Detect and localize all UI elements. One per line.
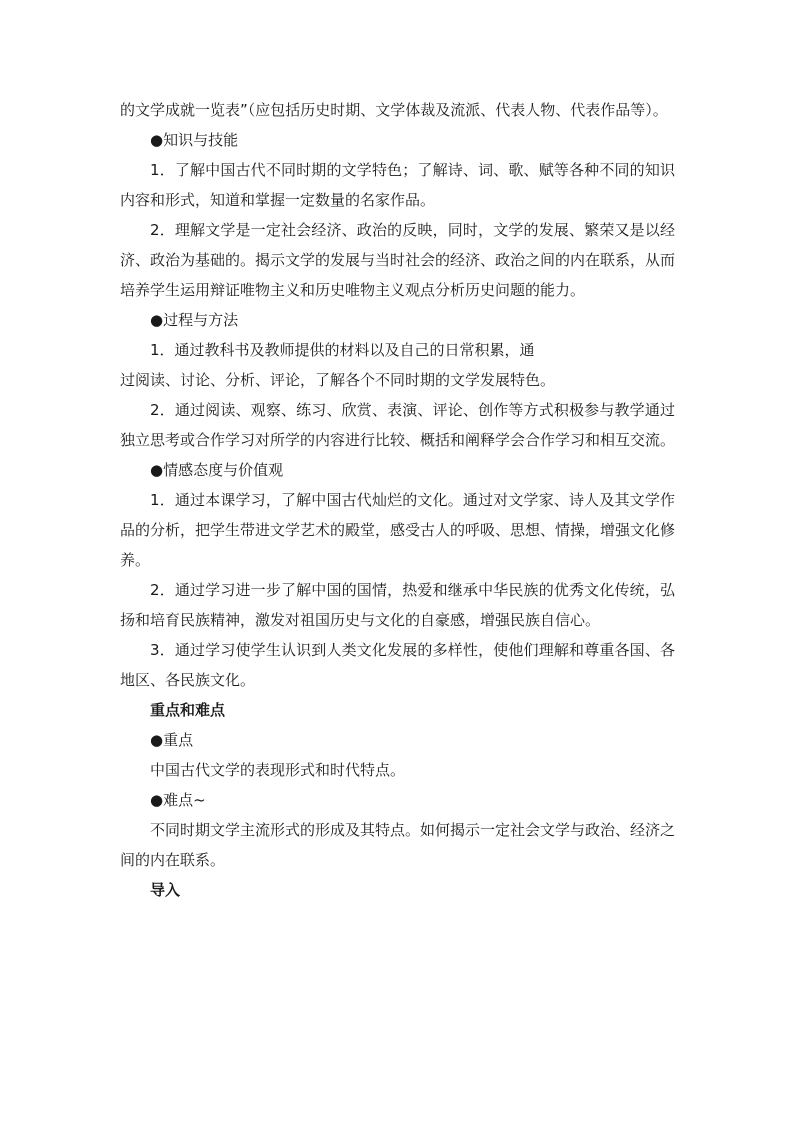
emotion-item-1: 1．通过本课学习，了解中国古代灿烂的文化。通过对文学家、诗人及其文学作品的分析，把学生带进文学艺术的殿堂，感受古人的呼吸、思想、情操，增强文化修养。 [120,491,676,569]
document-body [120,95,675,905]
section-emotion-values: ●情感态度与价值观 [150,461,284,479]
section-difficult-point: ●难点~ [150,791,206,809]
process-item-1-line-2: 过阅读、讨论、分析、评论，了解各个不同时期的文学发展特色。 [120,371,556,389]
knowledge-item-2: 2．理解文学是一定社会经济、政治的反映，同时，文学的发展、繁荣又是以经济、政治为基础的。揭示文学的发展与当时社会的经济、政治之间的内在联系，从而培养学生运用辩证唯物主义和历史唯物主义观点分析历史问题的能力。 [120,221,676,299]
emotion-item-2: 2．通过学习进一步了解中国的国情，热爱和继承中华民族的优秀文化传统，弘扬和培育民族精神，激发对祖国历史与文化的自豪感，增强民族自信心。 [120,581,675,629]
section-knowledge-skills: ●知识与技能 [150,131,239,149]
heading-introduction: 导入 [150,881,181,899]
section-process-method: ●过程与方法 [150,311,239,329]
difficult-point-text: 不同时期文学主流形式的形成及其特点。如何揭示一定社会文学与政治、经济之间的内在联系。 [120,821,676,869]
process-item-1-line-1: 1．通过教科书及教师提供的材料以及自己的日常积累，通 [150,341,535,359]
key-point-text: 中国古代文学的表现形式和时代特点。 [150,761,406,779]
knowledge-item-1: 1．了解中国古代不同时期的文学特色；了解诗、词、歌、赋等各种不同的知识内容和形式，知道和掌握一定数量的名家作品。 [120,161,675,209]
intro-paragraph: 的文学成就一览表”（应包括历史时期、文学体裁及流派、代表人物、代表作品等）。 [120,101,668,119]
heading-key-difficult-points: 重点和难点 [150,701,226,719]
process-item-2: 2．通过阅读、观察、练习、欣赏、表演、评论、创作等方式积极参与教学通过独立思考或合作学习对所学的内容进行比较、概括和阐释学会合作学习和相互交流。 [120,401,676,449]
emotion-item-3: 3．通过学习使学生认识到人类文化发展的多样性，使他们理解和尊重各国、各地区、各民族文化。 [120,641,675,689]
section-key-point: ●重点 [150,731,194,749]
